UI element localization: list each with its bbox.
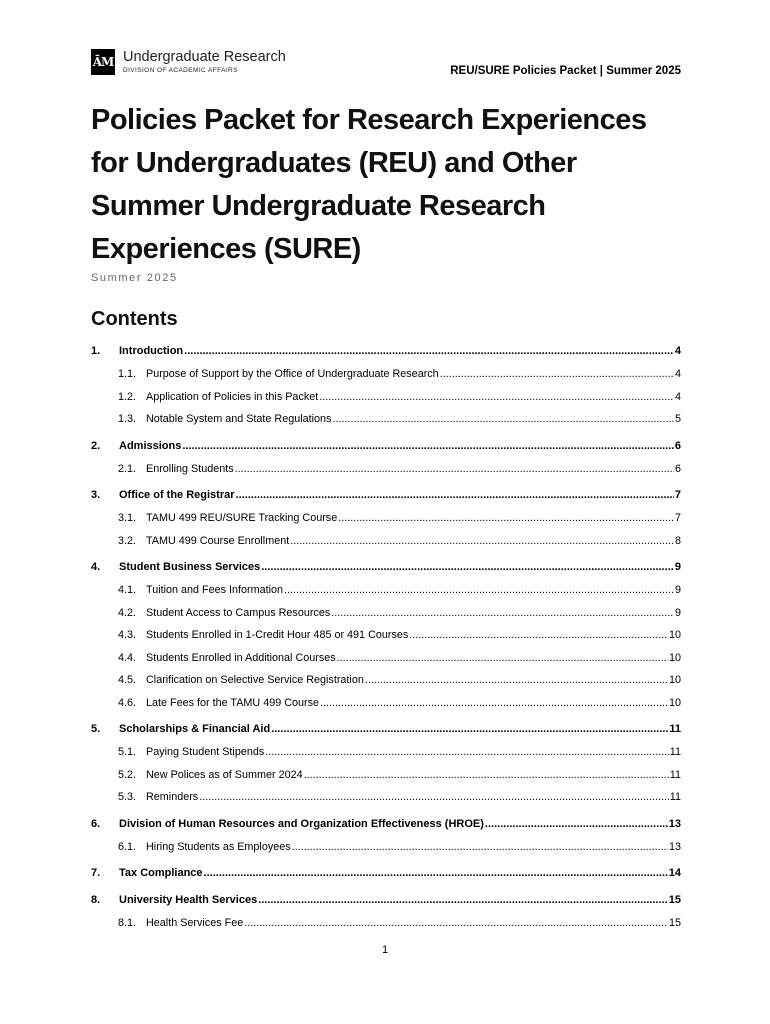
toc-page-number: 4 [674, 345, 681, 357]
toc-page-number: 15 [668, 894, 681, 906]
toc-section [91, 484, 681, 552]
toc-number: 4.2. [118, 606, 137, 619]
logo-text [123, 49, 286, 75]
toc-label: Clarification on Selective Service Registration [146, 674, 364, 686]
toc-entry[interactable] [91, 813, 681, 836]
toc-dot-leader [332, 408, 674, 431]
toc-number: 5.1. [118, 746, 137, 758]
toc-dot-leader [284, 579, 674, 602]
toc-dot-leader [184, 340, 674, 363]
toc-subentry[interactable] [91, 386, 681, 409]
toc-page-number: 9 [674, 561, 681, 573]
toc-page-number: 7 [674, 489, 681, 501]
toc-subentry[interactable] [91, 530, 681, 553]
toc-subentry[interactable] [91, 764, 681, 787]
toc-entry[interactable] [91, 718, 681, 741]
page-number: 1 [381, 944, 389, 956]
toc-number: 4.6. [118, 696, 137, 709]
toc-label: Division of Human Resources and Organization Effectiveness (HROE) [119, 817, 484, 830]
toc-number: 6.1. [118, 840, 137, 853]
toc-dot-leader [236, 484, 674, 507]
toc-page-number: 14 [668, 867, 681, 879]
toc-page-number: 5 [674, 413, 681, 425]
document-title: Policies Packet for Research Experiences for Undergraduates (REU) and Other Summer Undergraduate Research Experiences (SURE) [91, 104, 647, 265]
toc-entry[interactable] [91, 556, 681, 579]
toc-page-number: 9 [674, 584, 681, 596]
toc-subentry[interactable] [91, 669, 681, 692]
logo-title: Undergraduate Research [123, 49, 286, 65]
toc-label: TAMU 499 Course Enrollment [146, 534, 290, 547]
toc-label: Tax Compliance [119, 867, 203, 879]
toc-label: Students Enrolled in Additional Courses [146, 651, 336, 664]
toc-subentry[interactable] [91, 647, 681, 670]
toc-page-number: 4 [674, 368, 681, 380]
toc-label: Late Fees for the TAMU 499 Course [146, 696, 320, 709]
toc-dot-leader [235, 458, 674, 481]
toc-number: 1. [91, 345, 101, 357]
toc-page-number: 11 [669, 723, 681, 735]
toc-number: 4.1. [118, 584, 137, 596]
toc-dot-leader [319, 386, 674, 409]
toc-dot-leader [365, 669, 668, 692]
toc-label: New Polices as of Summer 2024 [146, 768, 303, 781]
toc-page-number: 10 [668, 696, 681, 709]
toc-label: Tuition and Fees Information [146, 584, 284, 596]
toc-number: 5. [91, 723, 101, 735]
toc-dot-leader [440, 363, 674, 386]
toc-dot-leader [485, 813, 668, 836]
toc-page-number: 13 [668, 840, 681, 853]
toc-number: 4.5. [118, 674, 137, 686]
toc-page-number: 11 [669, 791, 681, 803]
toc-dot-leader [338, 507, 674, 530]
toc-label: University Health Services [119, 894, 258, 906]
toc-number: 4.4. [118, 651, 137, 664]
toc-label: Application of Policies in this Packet [146, 390, 319, 403]
toc-page-number: 9 [674, 606, 681, 619]
toc-number: 2.1. [118, 462, 137, 475]
toc-label: Student Access to Campus Resources [146, 606, 331, 619]
toc-subentry[interactable] [91, 602, 681, 625]
toc-subentry[interactable] [91, 741, 681, 764]
toc-number: 1.1. [118, 368, 137, 380]
toc-section [91, 889, 681, 935]
toc-dot-leader [304, 764, 669, 787]
toc-label: Students Enrolled in 1-Credit Hour 485 or 491 Courses [146, 629, 409, 641]
toc-subentry[interactable] [91, 624, 681, 647]
toc-label: Scholarships & Financial Aid [119, 723, 271, 735]
toc-subentry[interactable] [91, 408, 681, 431]
atm-logo-icon: ĀM [91, 49, 115, 75]
toc-number: 1.2. [118, 390, 137, 403]
toc-subentry[interactable] [91, 692, 681, 715]
toc-number: 8. [91, 894, 101, 906]
toc-page-number: 7 [674, 512, 681, 524]
toc-number: 3. [91, 489, 101, 501]
contents-heading: Contents [91, 308, 178, 330]
toc-page-number: 11 [669, 768, 681, 781]
toc-entry[interactable] [91, 862, 681, 885]
toc-label: Paying Student Stipends [146, 746, 265, 758]
toc-page-number: 6 [674, 439, 681, 452]
toc-section [91, 862, 681, 885]
toc-section [91, 813, 681, 859]
toc-page-number: 11 [669, 746, 681, 758]
toc-dot-leader [265, 741, 669, 764]
toc-subentry[interactable] [91, 507, 681, 530]
toc-number: 2. [91, 439, 101, 452]
toc-section [91, 556, 681, 714]
toc-subentry[interactable] [91, 786, 681, 809]
toc-dot-leader [271, 718, 668, 741]
toc-section [91, 340, 681, 431]
table-of-contents [91, 340, 681, 939]
toc-label: Health Services Fee [146, 917, 244, 929]
toc-number: 3.1. [118, 512, 137, 524]
toc-number: 6. [91, 817, 101, 830]
toc-page-number: 10 [668, 651, 681, 664]
toc-dot-leader [290, 530, 674, 553]
university-logo [91, 46, 286, 78]
toc-number: 1.3. [118, 413, 137, 425]
toc-dot-leader [199, 786, 669, 809]
toc-dot-leader [182, 435, 674, 458]
toc-entry[interactable] [91, 340, 681, 363]
toc-number: 8.1. [118, 917, 137, 929]
toc-label: Purpose of Support by the Office of Undergraduate Research [146, 368, 439, 380]
toc-dot-leader [331, 602, 674, 625]
toc-entry[interactable] [91, 484, 681, 507]
toc-page-number: 8 [674, 534, 681, 547]
toc-dot-leader [320, 692, 668, 715]
toc-label: Enrolling Students [146, 462, 234, 475]
toc-page-number: 10 [668, 629, 681, 641]
toc-number: 4.3. [118, 629, 137, 641]
toc-subentry[interactable] [91, 836, 681, 859]
toc-label: Notable System and State Regulations [146, 413, 332, 425]
toc-page-number: 6 [674, 462, 681, 475]
logo-subtitle: DIVISION OF ACADEMIC AFFAIRS [123, 67, 238, 74]
toc-label: Hiring Students as Employees [146, 840, 291, 853]
toc-dot-leader [292, 836, 668, 859]
toc-page-number: 15 [668, 917, 681, 929]
toc-entry[interactable] [91, 435, 681, 458]
toc-dot-leader [244, 912, 668, 935]
toc-entry[interactable] [91, 889, 681, 912]
toc-page-number: 10 [668, 674, 681, 686]
toc-number: 7. [91, 867, 101, 879]
toc-number: 4. [91, 561, 101, 573]
toc-number: 5.2. [118, 768, 137, 781]
toc-dot-leader [337, 647, 668, 670]
toc-dot-leader [409, 624, 668, 647]
toc-label: TAMU 499 REU/SURE Tracking Course [146, 512, 338, 524]
toc-dot-leader [258, 889, 668, 912]
toc-page-number: 13 [668, 817, 681, 830]
toc-subentry[interactable] [91, 458, 681, 481]
toc-subentry[interactable] [91, 912, 681, 935]
toc-label: Introduction [119, 345, 184, 357]
toc-dot-leader [261, 556, 674, 579]
toc-page-number: 4 [674, 390, 681, 403]
toc-label: Reminders [146, 791, 199, 803]
toc-subentry[interactable] [91, 579, 681, 602]
toc-label: Admissions [119, 439, 182, 452]
toc-number: 5.3. [118, 791, 137, 803]
toc-subentry[interactable] [91, 363, 681, 386]
running-header: REU/SURE Policies Packet | Summer 2025 [450, 65, 681, 77]
toc-label: Office of the Registrar [119, 489, 235, 501]
toc-label: Student Business Services [119, 561, 261, 573]
toc-dot-leader [204, 862, 668, 885]
toc-number: 3.2. [118, 534, 137, 547]
document-subtitle: Summer 2025 [91, 272, 178, 284]
toc-section [91, 435, 681, 481]
toc-section [91, 718, 681, 809]
